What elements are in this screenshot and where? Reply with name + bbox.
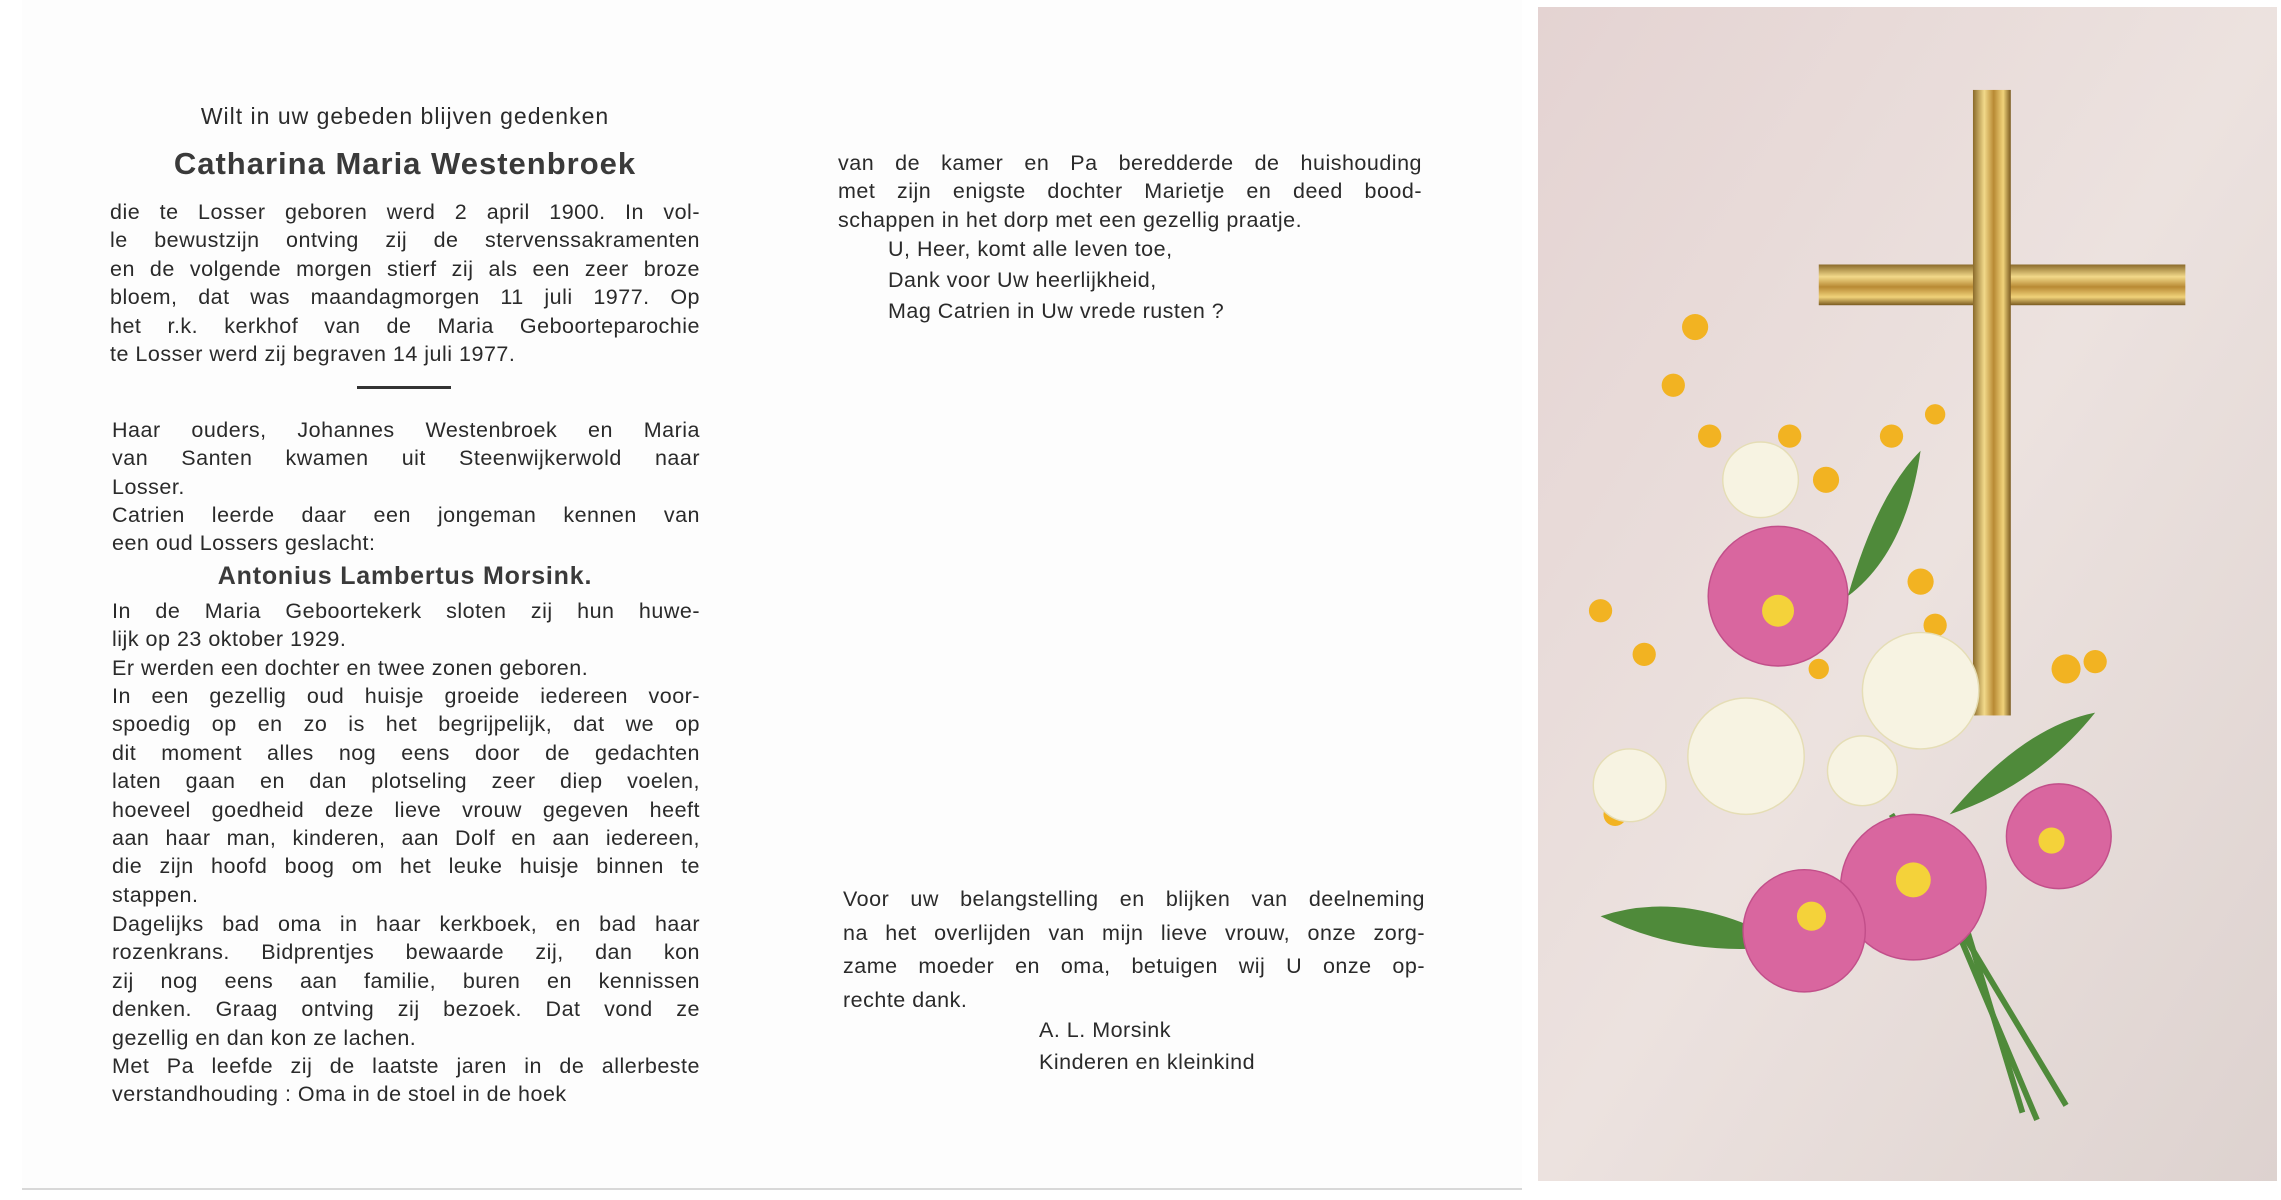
prayer-paragraph-line: zij nog eens aan familie, buren en kennissen — [112, 968, 700, 993]
marriage-paragraph-line: lijk op 23 oktober 1929. — [112, 627, 347, 652]
obituary-paragraph-line: le bewustzijn ontving zij de stervenssakramenten — [110, 228, 700, 253]
memorial-heading: Wilt in uw gebeden blijven gedenken — [200, 103, 610, 129]
spouse-name: Antonius Lambertus Morsink. — [217, 562, 593, 590]
home-paragraph-line: spoedig op en zo is het begrijpelijk, dat we op — [112, 712, 700, 737]
home-paragraph-line: laten gaan en dan plotseling zeer diep voelen, — [112, 769, 700, 794]
home-paragraph-line: hoeveel goedheid deze lieve vrouw gegeven heeft — [112, 797, 700, 822]
home-paragraph-line: In een gezellig oud huisje groeide iedereen voor- — [112, 684, 700, 708]
signature-line: Kinderen en kleinkind — [1039, 1050, 1256, 1074]
thanks-paragraph-line: zame moeder en oma, betuigen wij U onze op- — [843, 954, 1425, 978]
obituary-paragraph-line: en de volgende morgen stierf zij als een zeer broze — [110, 256, 700, 281]
home-paragraph-line: die zijn hoofd boog om het leuke huisje binnen te — [112, 854, 700, 879]
parents-paragraph-line: van Santen kwamen uit Steenwijkerwold naar — [112, 446, 700, 471]
obituary-paragraph-line: het r.k. kerkhof van de Maria Geboorteparochie — [110, 313, 700, 338]
prayer-paragraph-line: gezellig en dan kon ze lachen. — [112, 1025, 417, 1050]
children-paragraph-line: Er werden een dochter en twee zonen geboren. — [112, 656, 589, 680]
obituary-paragraph-line: bloem, dat was maandagmorgen 11 juli 1977. Op — [110, 285, 700, 310]
marriage-paragraph-line: In de Maria Geboortekerk sloten zij hun huwe- — [112, 599, 700, 623]
meeting-paragraph-line: Catrien leerde daar een jongeman kennen van — [112, 503, 700, 527]
household-paragraph-line: van de kamer en Pa beredderde de huishouding — [838, 151, 1422, 175]
prayer-paragraph-line: Dagelijks bad oma in haar kerkboek, en bad haar — [112, 912, 700, 936]
home-paragraph-line: stappen. — [112, 882, 199, 907]
obituary-paragraph-line: te Losser werd zij begraven 14 juli 1977. — [110, 342, 516, 366]
poem-line: Mag Catrien in Uw vrede rusten ? — [888, 299, 1225, 323]
parents-paragraph-line: Losser. — [112, 474, 185, 499]
deceased-name: Catharina Maria Westenbroek — [173, 146, 637, 181]
later-years-paragraph-line: verstandhouding : Oma in de stoel in de hoek — [112, 1082, 567, 1107]
obituary-paragraph-line: die te Losser geboren werd 2 april 1900. In vol- — [110, 200, 700, 224]
meeting-paragraph-line: een oud Lossers geslacht: — [112, 531, 376, 556]
home-paragraph-line: aan haar man, kinderen, aan Dolf en aan iedereen, — [112, 826, 700, 850]
cross-and-flowers-image — [1538, 7, 2277, 1181]
image-background — [1538, 7, 2277, 1181]
parents-paragraph-line: Haar ouders, Johannes Westenbroek en Maria — [112, 418, 700, 442]
later-years-paragraph-line: Met Pa leefde zij de laatste jaren in de allerbeste — [112, 1054, 700, 1078]
prayer-paragraph-line: denken. Graag ontving zij bezoek. Dat vond ze — [112, 997, 700, 1022]
home-paragraph-line: dit moment alles nog eens door de gedachten — [112, 740, 700, 765]
poem-line: Dank voor Uw heerlijkheid, — [888, 268, 1157, 292]
poem-line: U, Heer, komt alle leven toe, — [888, 237, 1173, 261]
thanks-paragraph-line: rechte dank. — [843, 987, 968, 1012]
divider — [357, 386, 451, 389]
thanks-paragraph-line: Voor uw belangstelling en blijken van deelneming — [843, 887, 1425, 911]
household-paragraph-line: schappen in het dorp met een gezellig praatje. — [838, 207, 1303, 232]
household-paragraph-line: met zijn enigste dochter Marietje en deed bood- — [838, 179, 1422, 204]
prayer-paragraph-line: rozenkrans. Bidprentjes bewaarde zij, dan kon — [112, 940, 700, 965]
signature-line: A. L. Morsink — [1039, 1018, 1171, 1042]
thanks-paragraph-line: na het overlijden van mijn lieve vrouw, onze zorg- — [843, 920, 1425, 945]
